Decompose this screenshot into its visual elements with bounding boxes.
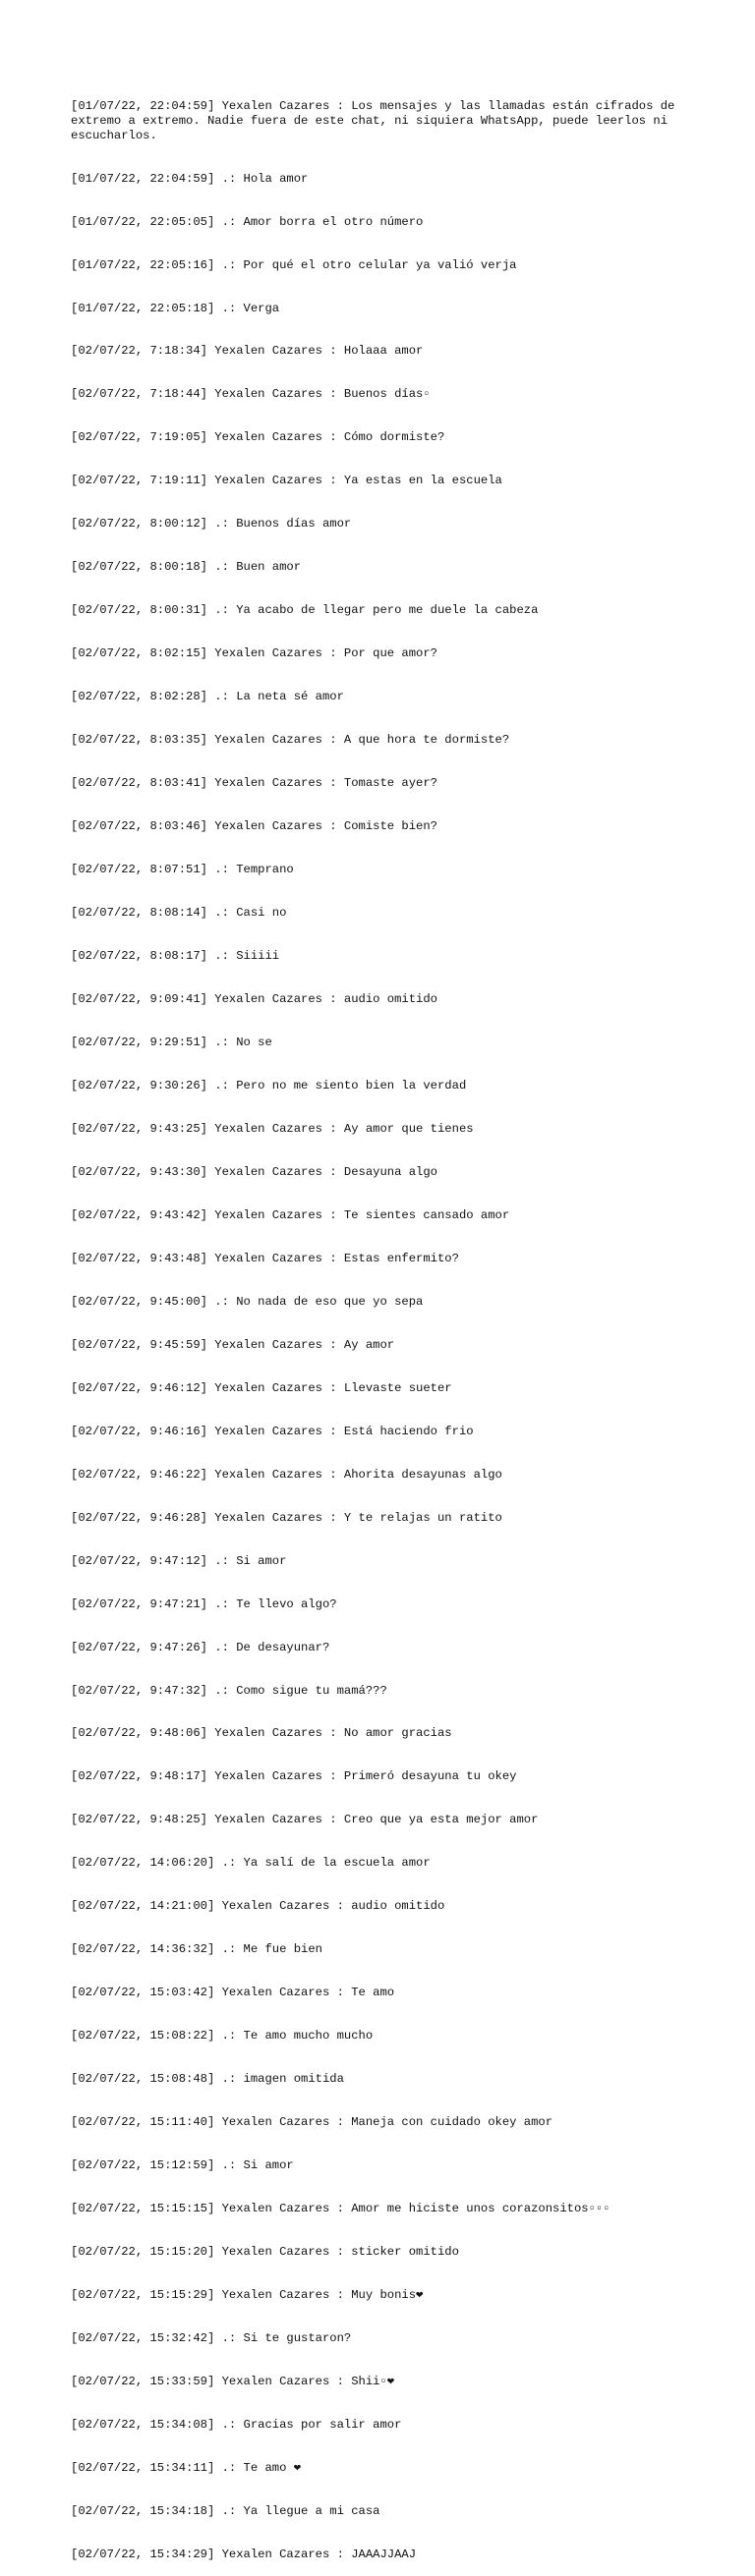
chat-line: [02/07/22, 9:47:12] .: Si amor [71,1553,287,1568]
chat-line: [02/07/22, 7:19:05] Yexalen Cazares : Cómo dormiste? [71,430,445,445]
chat-line: [02/07/22, 8:00:18] .: Buen amor [71,560,302,575]
chat-line: [02/07/22, 14:21:00] Yexalen Cazares : audio omitido [71,1899,445,1914]
chat-line: [02/07/22, 15:15:15] Yexalen Cazares : Amor me hiciste unos corazonsitos▫▫▫ [71,2202,610,2216]
chat-line: [02/07/22, 7:18:44] Yexalen Cazares : Buenos días▫ [71,387,431,402]
chat-line: [02/07/22, 9:09:41] Yexalen Cazares : audio omitido [71,992,437,1006]
chat-line: [02/07/22, 9:46:16] Yexalen Cazares : Está haciendo frio [71,1424,474,1438]
chat-line: [02/07/22, 15:34:11] .: Te amo ❤ [71,2460,302,2475]
chat-line: [01/07/22, 22:05:05] .: Amor borra el otro número [71,214,424,229]
chat-line: [01/07/22, 22:05:16] .: Por qué el otro celular ya valió verja [71,257,517,272]
chat-line: [01/07/22, 22:04:59] .: Hola amor [71,171,309,186]
chat-line: [02/07/22, 15:34:18] .: Ya llegue a mi casa [71,2503,380,2518]
chat-line: [02/07/22, 9:47:26] .: De desayunar? [71,1640,330,1654]
chat-line: [02/07/22, 9:47:32] .: Como sigue tu mamá??? [71,1683,387,1698]
chat-line: [02/07/22, 9:29:51] .: No se [71,1035,272,1049]
chat-line: [02/07/22, 15:03:42] Yexalen Cazares : Te amo [71,1986,395,2000]
chat-line: [02/07/22, 9:48:06] Yexalen Cazares : No amor gracias [71,1726,452,1741]
chat-line: [02/07/22, 8:00:12] .: Buenos días amor [71,517,352,532]
chat-line: [02/07/22, 8:03:35] Yexalen Cazares : A que hora te dormiste? [71,733,510,748]
chat-line: [02/07/22, 15:08:48] .: imagen omitida [71,2072,344,2087]
chat-line: [02/07/22, 7:18:34] Yexalen Cazares : Holaaa amor [71,344,424,359]
chat-line: [02/07/22, 9:43:48] Yexalen Cazares : Estas enfermito? [71,1251,459,1265]
chat-line: [02/07/22, 15:33:59] Yexalen Cazares : Shii▫❤ [71,2375,395,2388]
chat-line: [02/07/22, 9:48:17] Yexalen Cazares : Primeró desayuna tu okey [71,1769,517,1784]
chat-line: [02/07/22, 15:32:42] .: Si te gustaron? [71,2331,352,2346]
chat-line: [02/07/22, 15:12:59] .: Si amor [71,2158,294,2173]
chat-line: [02/07/22, 8:07:51] .: Temprano [71,863,294,877]
chat-line: [02/07/22, 15:34:29] Yexalen Cazares : JAAAJJAAJ [71,2547,417,2561]
chat-line: [02/07/22, 14:36:32] .: Me fue bien [71,1942,322,1957]
chat-line: [02/07/22, 9:30:26] .: Pero no me siento bien la verdad [71,1078,467,1092]
chat-line: [02/07/22, 15:15:29] Yexalen Cazares : Muy bonis❤ [71,2288,424,2303]
chat-line: [02/07/22, 9:45:00] .: No nada de eso que yo sepa [71,1294,424,1309]
chat-line: [02/07/22, 9:47:21] .: Te llevo algo? [71,1596,337,1611]
chat-line: [02/07/22, 8:02:28] .: La neta sé amor [71,690,344,704]
chat-line: [02/07/22, 8:03:41] Yexalen Cazares : Tomaste ayer? [71,776,437,791]
chat-line: [02/07/22, 9:48:25] Yexalen Cazares : Creo que ya esta mejor amor [71,1813,539,1827]
chat-line: [02/07/22, 15:15:20] Yexalen Cazares : sticker omitido [71,2245,459,2260]
chat-line: [02/07/22, 14:06:20] .: Ya salí de la escuela amor [71,1856,431,1871]
chat-line: [02/07/22, 8:02:15] Yexalen Cazares : Por que amor? [71,646,437,661]
chat-transcript [71,71,688,2576]
chat-line: [02/07/22, 15:08:22] .: Te amo mucho mucho [71,2029,374,2044]
chat-line: [02/07/22, 9:46:12] Yexalen Cazares : Llevaste sueter [71,1380,452,1395]
chat-line: [02/07/22, 9:45:59] Yexalen Cazares : Ay amor [71,1337,395,1352]
chat-line: [02/07/22, 8:08:14] .: Casi no [71,906,287,921]
chat-line: [02/07/22, 9:46:28] Yexalen Cazares : Y te relajas un ratito [71,1510,502,1525]
chat-line: [02/07/22, 8:08:17] .: Siiiii [71,949,280,964]
chat-line: [02/07/22, 8:03:46] Yexalen Cazares : Comiste bien? [71,819,437,834]
chat-line: [02/07/22, 9:43:30] Yexalen Cazares : Desayuna algo [71,1164,437,1179]
chat-line: [01/07/22, 22:04:59] Yexalen Cazares : Los mensajes y las llamadas están cifrados de extremo a extremo. Nadie fuera de este chat, ni siquiera WhatsApp, puede leerlos ni escucharlos. [71,99,682,142]
chat-line: [02/07/22, 9:46:22] Yexalen Cazares : Ahorita desayunas algo [71,1467,502,1482]
chat-line: [02/07/22, 15:11:40] Yexalen Cazares : Maneja con cuidado okey amor [71,2115,553,2130]
chat-line: [02/07/22, 7:19:11] Yexalen Cazares : Ya estas en la escuela [71,474,502,488]
chat-line: [02/07/22, 15:34:08] .: Gracias por salir amor [71,2417,402,2432]
chat-line: [02/07/22, 8:00:31] .: Ya acabo de llegar pero me duele la cabeza [71,603,539,618]
chat-line: [02/07/22, 9:43:42] Yexalen Cazares : Te sientes cansado amor [71,1207,510,1222]
chat-line: [01/07/22, 22:05:18] .: Verga [71,301,280,315]
chat-line: [02/07/22, 9:43:25] Yexalen Cazares : Ay amor que tienes [71,1121,474,1136]
